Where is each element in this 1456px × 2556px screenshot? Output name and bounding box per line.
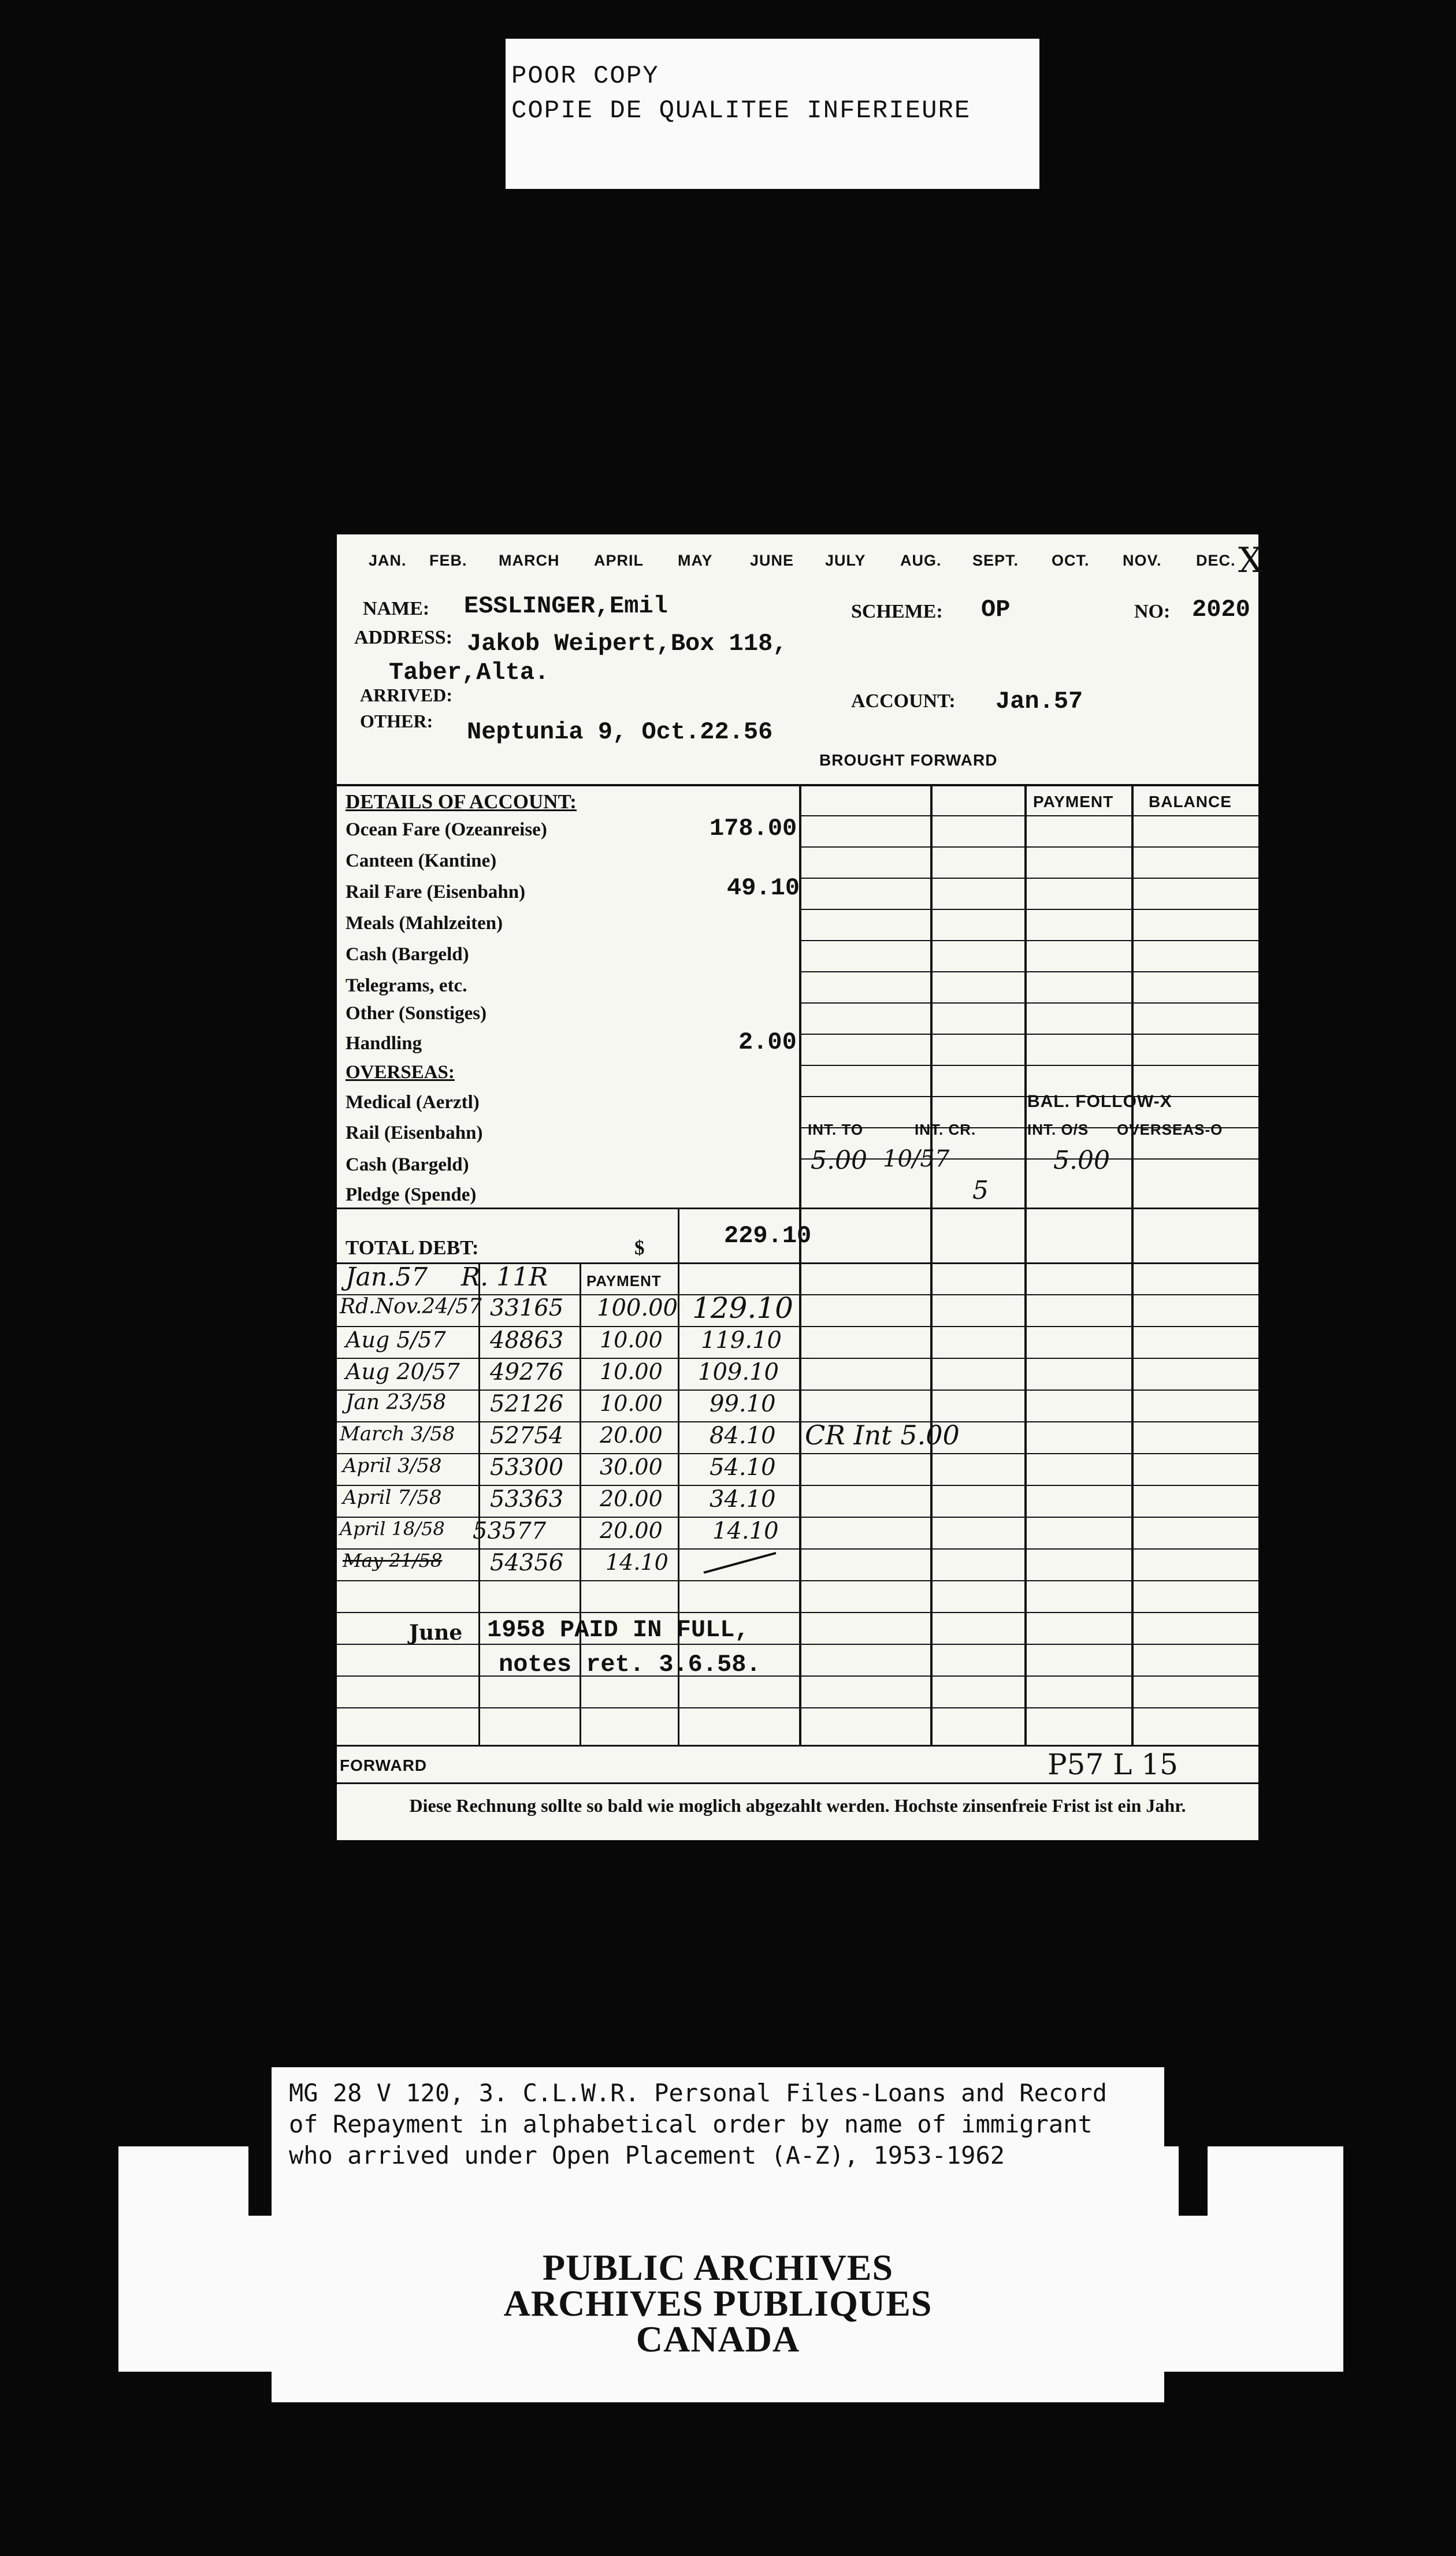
month-jan: JAN. [369,552,407,569]
card-footer-note: Diese Rechnung sollte so bald wie moglich abgezahlt werden. Hochste zinsenfreie Frist ist ein Jahr. [409,1795,1186,1816]
poor-copy-label [506,39,1039,189]
poor-copy-line1: POOR COPY [511,62,659,91]
details-title: DETAILS OF ACCOUNT: [346,790,577,813]
paid-in-full-line: 1958 PAID IN FULL, [487,1616,749,1644]
month-x-mark: X [1238,540,1263,581]
grid-col-b [930,784,933,1746]
grid-row [799,846,1258,848]
account-value: Jan.57 [996,688,1083,715]
ledger-payment: 14.10 [606,1550,668,1575]
total-line-top [337,1208,1258,1209]
ledger-row-line [337,1421,1258,1422]
int-to-header: INT. TO [808,1121,864,1138]
detail-telegrams: Telegrams, etc. [346,975,467,996]
address-label: ADDRESS: [354,627,453,648]
ledger-date: May 21/58 [343,1550,443,1572]
ledger-date: Rd.Nov.24/57 [340,1295,482,1318]
int-os-value: 5.00 [1053,1146,1110,1175]
ledger-date: Jan 23/58 [346,1391,447,1414]
ledger-payment: 10.00 [600,1391,663,1416]
ledger-row-line [337,1548,1258,1550]
ledger-payment: 100.00 [597,1295,678,1321]
ledger-col-receipt [478,1262,480,1746]
ledger-payment: 20.00 [600,1422,663,1448]
notes-returned-line: notes ret. 3.6.58. [499,1651,761,1678]
forward-bottom-line [337,1782,1258,1784]
grid-top-line [337,784,1258,786]
ledger-balance: 99.10 [710,1391,776,1417]
ledger-date: April 18/58 [340,1518,445,1540]
no-label: NO: [1134,601,1171,622]
total-debt-value: 229.10 [724,1222,812,1250]
name-value: ESSLINGER,Emil [464,592,668,620]
balance-header: BALANCE [1149,793,1232,811]
detail-medical: Medical (Aerztl) [346,1092,480,1113]
month-oct: OCT. [1052,552,1090,569]
ledger-row-line [337,1644,1258,1645]
ledger-balance: 109.10 [698,1359,779,1385]
name-label: NAME: [363,598,430,619]
grid-row [799,1158,1258,1160]
detail-pledge: Pledge (Spende) [346,1184,477,1205]
ledger-payment: 30.00 [600,1454,663,1480]
month-sept: SEPT. [972,552,1019,569]
detail-handling: Handling [346,1033,422,1054]
ledger-row-line [337,1675,1258,1677]
ledger-receipt: 52754 [490,1422,564,1449]
label-notch-right [1179,2146,1208,2216]
detail-ocean-fare: Ocean Fare (Ozeanreise) [346,819,547,840]
ledger-payment: 10.00 [600,1327,663,1353]
ledger-date: April 3/58 [343,1454,442,1477]
detail-other: Other (Sonstiges) [346,1003,487,1024]
ledger-payment: 20.00 [600,1518,663,1543]
brought-forward-label: BROUGHT FORWARD [819,751,998,769]
detail-rail-fare: Rail Fare (Eisenbahn) [346,882,526,902]
ledger-date: Aug 5/57 [346,1327,446,1353]
ledger-date: Aug 20/57 [346,1359,460,1384]
detail-cash-overseas: Cash (Bargeld) [346,1154,469,1175]
ledger-balance: 34.10 [710,1486,776,1513]
total-debt-label: TOTAL DEBT: [346,1236,479,1259]
address-line1: Jakob Weipert,Box 118, [467,630,788,657]
grid-col-d [1131,784,1134,1746]
int-cr-value: 5 [972,1176,989,1205]
total-debt-currency: $ [634,1236,645,1259]
forward-note: P57 L 15 [1048,1748,1178,1781]
ledger-card [337,534,1263,1840]
ledger-date: March 3/58 [340,1422,455,1446]
detail-cash: Cash (Bargeld) [346,944,469,965]
cr-interest-note: CR Int 5.00 [805,1420,960,1451]
grid-row [799,909,1258,910]
scheme-label: SCHEME: [851,601,943,622]
other-value: Neptunia 9, Oct.22.56 [467,718,773,746]
grid-col-c [1024,784,1027,1746]
ledger-balance: 84.10 [710,1422,776,1449]
ledger-row-line [337,1612,1258,1613]
ledger-balance: 54.10 [710,1454,776,1481]
detail-ocean-fare-amount: 178.00 [710,815,797,842]
grid-row [799,1034,1258,1035]
grid-row [799,940,1258,941]
reference-line1: MG 28 V 120, 3. C.L.W.R. Personal Files-Loans and Record [289,2079,1108,2107]
detail-canteen: Canteen (Kantine) [346,850,497,871]
month-june: JUNE [750,552,794,569]
ledger-receipt: 53577 [473,1518,547,1544]
int-to-value: 5.00 [811,1146,867,1175]
paid-month: June [409,1621,463,1645]
ledger-row-line [337,1358,1258,1359]
ledger-payment: 10.00 [600,1359,663,1384]
detail-rail: Rail (Eisenbahn) [346,1123,483,1143]
ledger-date: Jan.57 [346,1262,428,1292]
overseas-o-header: OVERSEAS-O [1117,1121,1223,1138]
ledger-receipt: 54356 [490,1550,564,1576]
ledger-balance: 129.10 [692,1291,793,1325]
balance-strike-mark [701,1548,782,1577]
ledger-row-line [337,1580,1258,1581]
month-nov: NOV. [1123,552,1162,569]
ledger-receipt: 48863 [490,1327,564,1354]
ledger-bottom-line [337,1745,1258,1747]
forward-label: FORWARD [340,1756,428,1774]
grid-row [799,815,1258,816]
grid-row [799,1002,1258,1004]
address-line2: Taber,Alta. [389,659,549,686]
detail-meals: Meals (Mahlzeiten) [346,913,503,934]
scheme-value: OP [981,596,1011,623]
archive-reference-label [272,2067,1164,2402]
public-archives-line1: PUBLIC ARCHIVES [542,2247,894,2288]
ledger-row-line [337,1453,1258,1454]
grid-row [799,1065,1258,1066]
ledger-row-line [337,1485,1258,1486]
payment-header: PAYMENT [1033,793,1114,811]
int-cr-header: INT. CR. [915,1121,976,1138]
grid-row [799,878,1258,879]
ledger-payment-header: PAYMENT [586,1272,662,1290]
month-aug: AUG. [900,552,942,569]
detail-overseas: OVERSEAS: [346,1062,455,1083]
ledger-receipt: R. 11R [461,1262,548,1292]
month-march: MARCH [499,552,560,569]
no-value: 2020 [1192,596,1250,623]
grid-col-a [799,784,801,1746]
detail-handling-amount: 2.00 [738,1028,797,1056]
ledger-row-line [337,1326,1258,1327]
ledger-receipt: 49276 [490,1359,564,1385]
month-april: APRIL [594,552,644,569]
bal-follow-label: BAL. FOLLOW-X [1027,1092,1172,1111]
ledger-balance: 119.10 [701,1327,782,1354]
month-feb: FEB. [429,552,467,569]
arrived-label: ARRIVED: [360,685,452,705]
ledger-receipt: 52126 [490,1391,564,1417]
reference-line2: of Repayment in alphabetical order by name of immigrant [289,2110,1093,2138]
public-archives-line3: CANADA [636,2319,800,2360]
reference-line3: who arrived under Open Placement (A-Z), 1953-1962 [289,2141,1005,2169]
month-july: JULY [825,552,866,569]
month-dec: DEC. [1196,552,1236,569]
ledger-row-line [337,1390,1258,1391]
other-label: OTHER: [360,711,433,731]
ledger-balance: 14.10 [712,1518,779,1544]
int-os-header: INT. O/S [1027,1121,1089,1138]
int-date-value: 10/57 [883,1146,950,1172]
public-archives-line2: ARCHIVES PUBLIQUES [503,2283,933,2324]
ledger-receipt: 53363 [490,1486,564,1513]
ledger-receipt: 53300 [490,1454,564,1481]
ledger-date: April 7/58 [343,1486,442,1509]
account-label: ACCOUNT: [851,690,956,712]
detail-rail-fare-amount: 49.10 [727,874,800,902]
poor-copy-line2: COPIE DE QUALITEE INFERIEURE [511,96,971,125]
month-may: MAY [678,552,713,569]
grid-row [799,971,1258,972]
ledger-payment: 20.00 [600,1486,663,1511]
ledger-row-line [337,1707,1258,1708]
ledger-receipt: 33165 [490,1295,564,1321]
